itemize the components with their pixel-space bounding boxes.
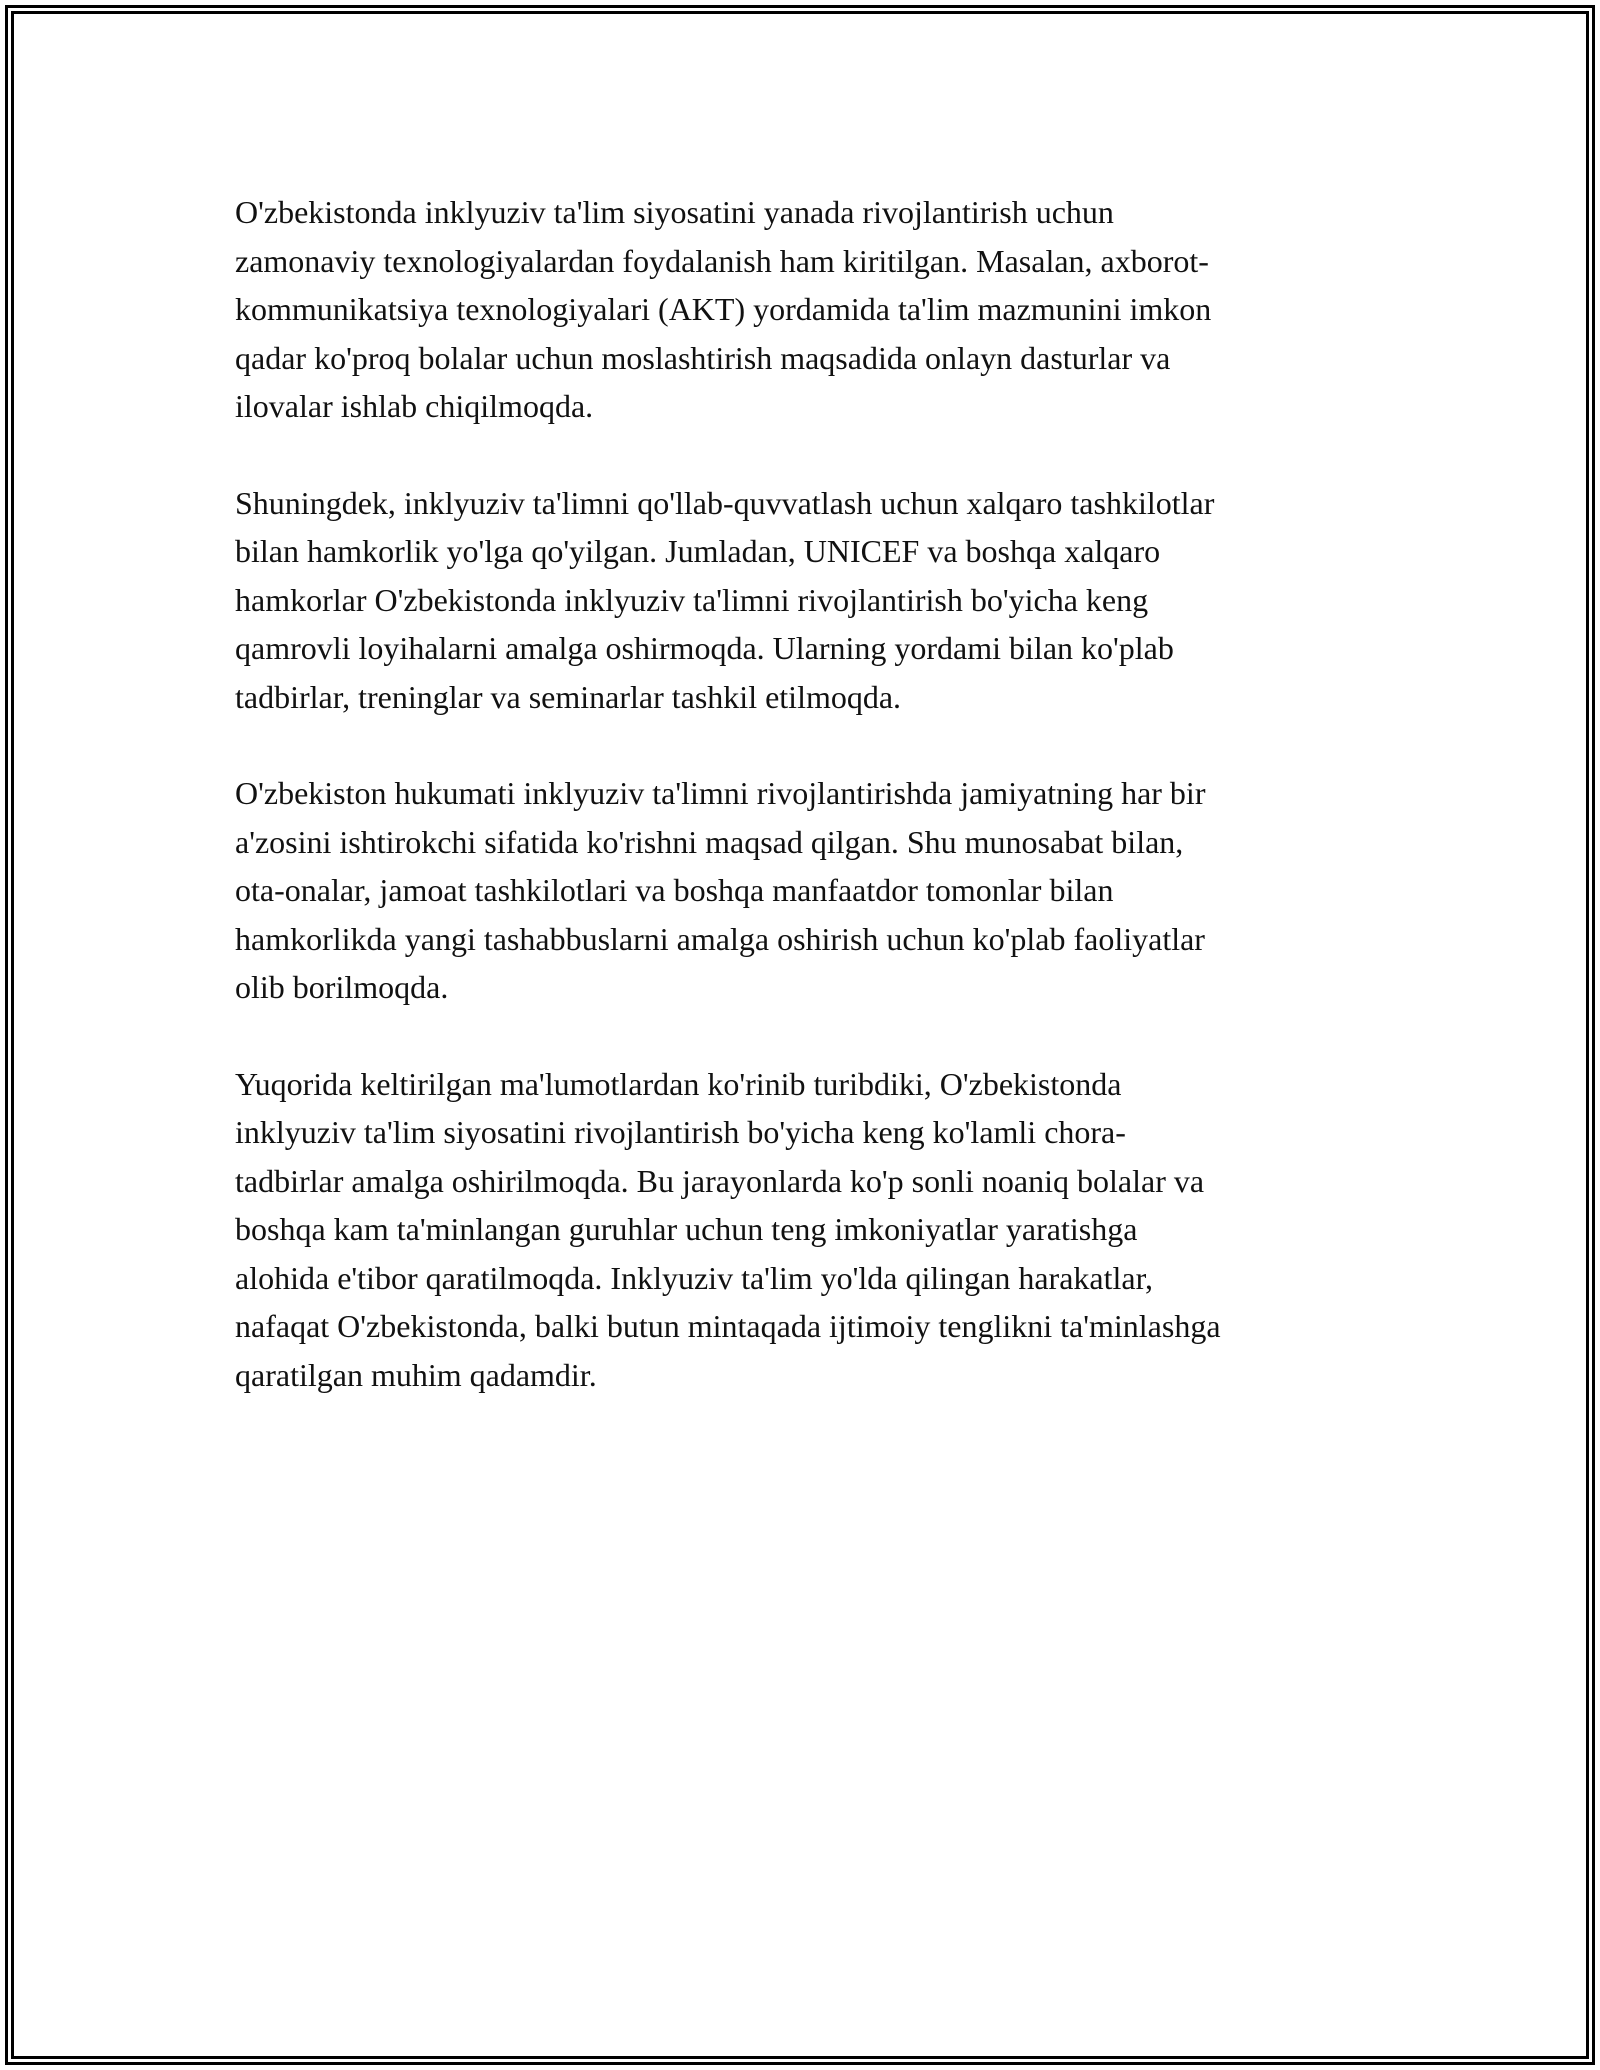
text-line: olib borilmoqda. (235, 969, 449, 1005)
text-line: O'zbekiston hukumati inklyuziv ta'limni rivojlantirishda jamiyatning har bir (235, 775, 1206, 811)
document-body (235, 188, 1375, 1447)
text-line: hamkorlar O'zbekistonda inklyuziv ta'limni rivojlantirish bo'yicha keng (235, 581, 1149, 618)
text-line: hamkorlikda yangi tashabbuslarni amalga oshirish uchun ko'plab faoliyatlar (235, 920, 1205, 957)
text-line: a'zosini ishtirokchi sifatida ko'rishni maqsad qilgan. Shu munosabat bilan, (235, 823, 1184, 860)
text-line: O'zbekistonda inklyuziv ta'lim siyosatini yanada rivojlantirish uchun (235, 194, 1114, 230)
text-line: tadbirlar amalga oshirilmoqda. Bu jarayonlarda ko'p sonli noaniq bolalar va (235, 1162, 1205, 1199)
text-line: bilan hamkorlik yo'lga qo'yilgan. Jumladan, UNICEF va boshqa xalqaro (235, 533, 1161, 569)
text-line: kommunikatsiya texnologiyalari (AKT) yordamida ta'lim mazmunini imkon (235, 291, 1212, 327)
text-line: Yuqorida keltirilgan ma'lumotlardan ko'rinib turibdiki, O'zbekistonda (235, 1065, 1122, 1102)
paragraph-3 (235, 769, 1375, 1012)
paragraph-1 (235, 188, 1375, 431)
text-line: Shuningdek, inklyuziv ta'limni qo'llab-quvvatlash uchun xalqaro tashkilotlar (235, 484, 1215, 521)
text-line: qadar ko'proq bolalar uchun moslashtirish maqsadida onlayn dasturlar va (235, 339, 1171, 376)
text-line: zamonaviy texnologiyalardan foydalanish ham kiritilgan. Masalan, axborot- (235, 242, 1209, 279)
text-line: nafaqat O'zbekistonda, balki butun mintaqada ijtimoiy tenglikni ta'minlashga (235, 1308, 1221, 1344)
text-line: boshqa kam ta'minlangan guruhlar uchun teng imkoniyatlar yaratishga (235, 1211, 1138, 1247)
text-line: alohida e'tibor qaratilmoqda. Inklyuziv ta'lim yo'lda qilingan harakatlar, (235, 1259, 1153, 1296)
paragraph-4 (235, 1060, 1375, 1400)
paragraph-2 (235, 479, 1375, 722)
text-line: ota-onalar, jamoat tashkilotlari va boshqa manfaatdor tomonlar bilan (235, 872, 1114, 908)
text-line: tadbirlar, treninglar va seminarlar tashkil etilmoqda. (235, 678, 902, 715)
text-line: inklyuziv ta'lim siyosatini rivojlantirish bo'yicha keng ko'lamli chora- (235, 1114, 1126, 1150)
text-line: qamrovli loyihalarni amalga oshirmoqda. Ularning yordami bilan ko'plab (235, 630, 1174, 666)
text-line: qaratilgan muhim qadamdir. (235, 1356, 597, 1393)
text-line: ilovalar ishlab chiqilmoqda. (235, 388, 594, 424)
